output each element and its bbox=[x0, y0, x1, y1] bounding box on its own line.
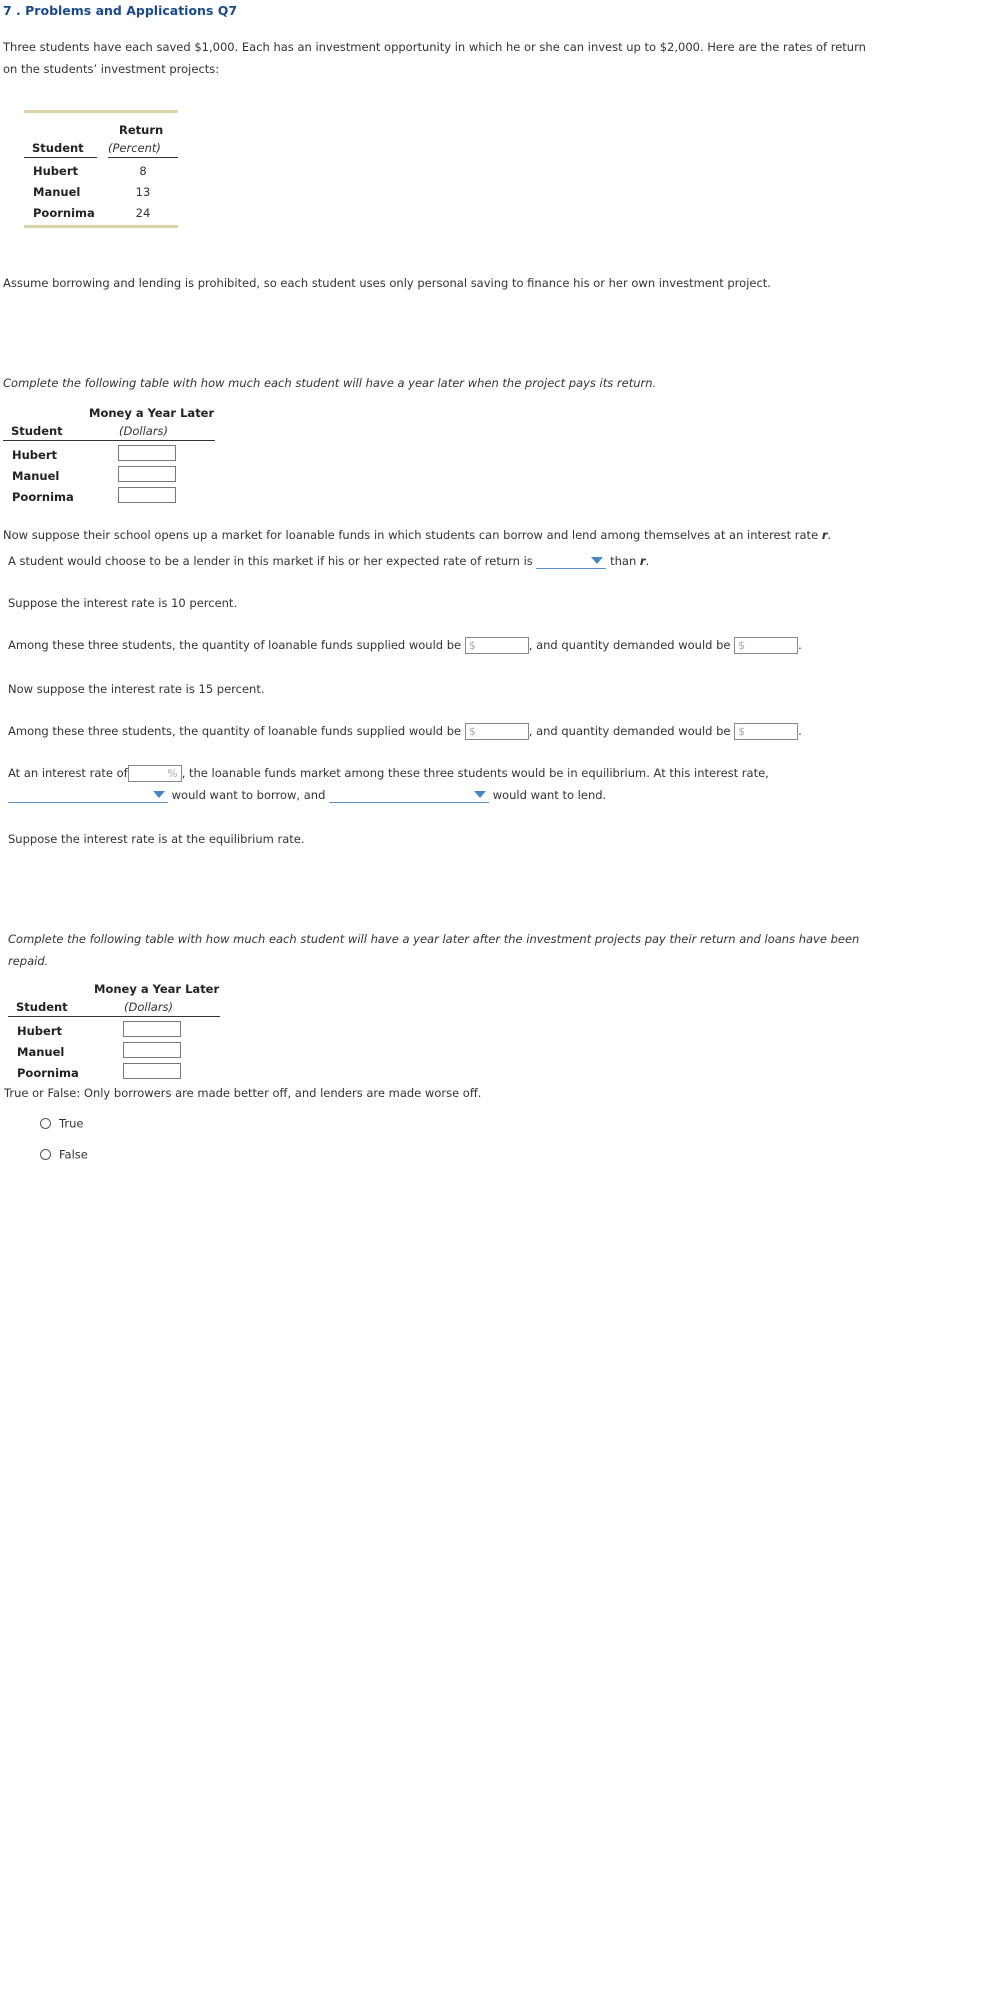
header-student: Student bbox=[11, 424, 63, 438]
borrow-lend-sentence: would want to borrow, and would want to lend. bbox=[8, 784, 606, 806]
table-bottom-rule bbox=[24, 225, 178, 228]
radio-icon[interactable] bbox=[40, 1149, 51, 1160]
header-dollars: (Dollars) bbox=[124, 1000, 174, 1014]
header-percent: (Percent) bbox=[108, 141, 161, 155]
header-money: Money a Year Later bbox=[94, 982, 220, 996]
option-label: False bbox=[59, 1147, 88, 1162]
table2-instruction-line1: Complete the following table with how much each student will have a year later after the investment projects pay their return and loans have been bbox=[8, 932, 860, 946]
suppose-15-text: Now suppose the interest rate is 15 percent. bbox=[8, 682, 265, 696]
table-row bbox=[24, 201, 178, 222]
student-name: Manuel bbox=[12, 469, 60, 483]
table-row bbox=[8, 1041, 220, 1062]
suppose-10-text: Suppose the interest rate is 10 percent. bbox=[8, 596, 238, 610]
student-name: Hubert bbox=[33, 164, 79, 178]
lenders-dropdown[interactable] bbox=[329, 788, 489, 803]
header-dollars: (Dollars) bbox=[119, 424, 169, 438]
lender-sentence: A student would choose to be a lender in this market if his or her expected rate of return is than r. bbox=[8, 554, 650, 568]
student-name: Hubert bbox=[12, 448, 58, 462]
chevron-down-icon bbox=[474, 791, 486, 798]
money-table-2 bbox=[8, 982, 220, 1082]
intro-text-line2: on the students’ investment projects: bbox=[3, 62, 220, 76]
table-row bbox=[3, 486, 215, 507]
table-row bbox=[3, 444, 215, 465]
borrowers-dropdown[interactable] bbox=[8, 788, 168, 803]
table-row bbox=[8, 1062, 220, 1083]
rate-comparison-dropdown[interactable] bbox=[536, 554, 606, 569]
return-value: 24 bbox=[135, 206, 151, 220]
header-student: Student bbox=[16, 1000, 68, 1014]
return-table-header bbox=[24, 113, 178, 157]
student-name: Manuel bbox=[33, 185, 81, 199]
equilibrium-sentence: At an interest rate of % , the loanable funds market among these three students would be in equilibrium. At this interest rate, bbox=[8, 766, 769, 780]
market-text: Now suppose their school opens up a market for loanable funds in which students can borrow and lend among themselves at an interest rate r. bbox=[3, 528, 832, 542]
return-value: 13 bbox=[135, 185, 151, 199]
radio-icon[interactable] bbox=[40, 1118, 51, 1129]
supplied-10-input[interactable]: $ bbox=[465, 637, 529, 654]
student-name: Hubert bbox=[17, 1024, 63, 1038]
option-false[interactable] bbox=[40, 1147, 88, 1162]
r-symbol: r bbox=[821, 528, 828, 542]
header-money: Money a Year Later bbox=[89, 406, 215, 420]
quantities-10-sentence: Among these three students, the quantity of loanable funds supplied would be $ , and quantity demanded would be $ . bbox=[8, 638, 802, 652]
table2-instruction-line2: repaid. bbox=[8, 954, 49, 968]
demanded-15-input[interactable]: $ bbox=[734, 723, 798, 740]
quantities-15-sentence: Among these three students, the quantity of loanable funds supplied would be $ , and quantity demanded would be $ . bbox=[8, 724, 802, 738]
money-input-poornima[interactable] bbox=[118, 487, 176, 503]
table-row bbox=[24, 180, 178, 201]
chevron-down-icon bbox=[591, 557, 603, 564]
true-false-question: True or False: Only borrowers are made better off, and lenders are made worse off. bbox=[4, 1086, 482, 1100]
supplied-15-input[interactable]: $ bbox=[465, 723, 529, 740]
table-row bbox=[24, 159, 178, 180]
return-table bbox=[24, 110, 178, 228]
chevron-down-icon bbox=[153, 791, 165, 798]
money-table-1 bbox=[3, 406, 215, 506]
money2-input-manuel[interactable] bbox=[123, 1042, 181, 1058]
table-row bbox=[8, 1020, 220, 1041]
option-true[interactable] bbox=[40, 1116, 83, 1131]
table1-instruction: Complete the following table with how much each student will have a year later when the project pays its return. bbox=[3, 376, 657, 390]
student-name: Poornima bbox=[12, 490, 74, 504]
student-name: Manuel bbox=[17, 1045, 65, 1059]
table-row bbox=[3, 465, 215, 486]
equilibrium-rate-input[interactable]: % bbox=[128, 765, 182, 782]
suppose-equilibrium-text: Suppose the interest rate is at the equilibrium rate. bbox=[8, 832, 305, 846]
option-label: True bbox=[59, 1116, 84, 1131]
demanded-10-input[interactable]: $ bbox=[734, 637, 798, 654]
student-name: Poornima bbox=[33, 206, 95, 220]
question-title: 7 . Problems and Applications Q7 bbox=[3, 3, 238, 18]
money2-input-poornima[interactable] bbox=[123, 1063, 181, 1079]
money-input-manuel[interactable] bbox=[118, 466, 176, 482]
student-name: Poornima bbox=[17, 1066, 79, 1080]
return-value: 8 bbox=[139, 164, 147, 178]
assumption-text: Assume borrowing and lending is prohibited, so each student uses only personal saving to finance his or her own investment project. bbox=[3, 276, 771, 290]
header-return: Return bbox=[119, 123, 164, 137]
money-input-hubert[interactable] bbox=[118, 445, 176, 461]
intro-text-line1: Three students have each saved $1,000. Each has an investment opportunity in which he or she can invest up to $2,000. Here are the rates of return bbox=[3, 40, 866, 54]
money2-input-hubert[interactable] bbox=[123, 1021, 181, 1037]
header-student: Student bbox=[32, 141, 84, 155]
